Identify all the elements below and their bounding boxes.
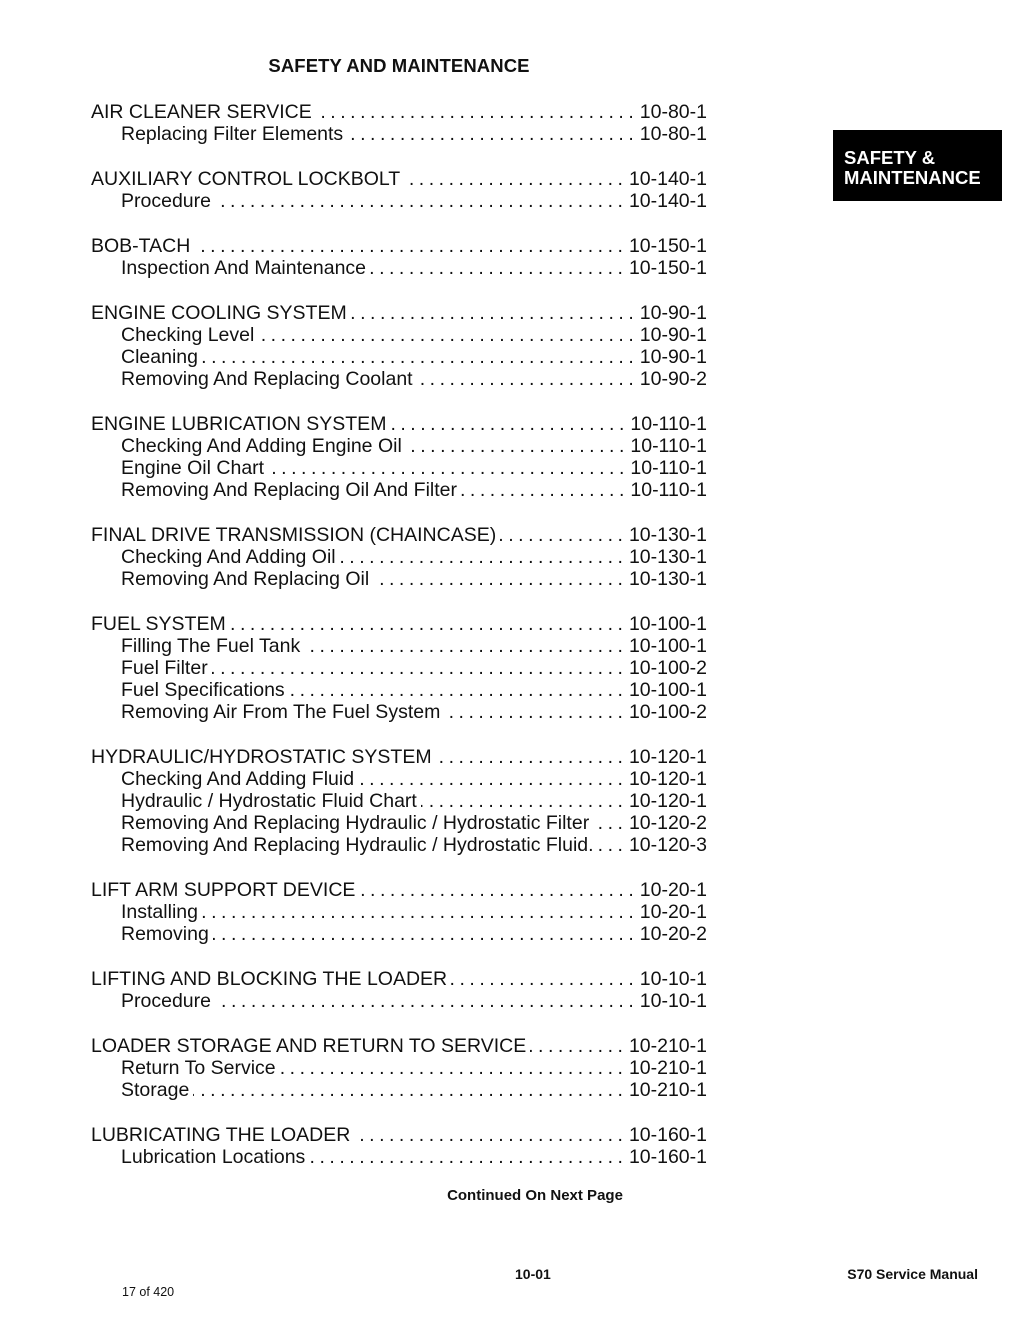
toc-page-number: 10-100-1 bbox=[623, 635, 707, 657]
toc-entry-title: Removing And Replacing Hydraulic / Hydrostatic Fluid. bbox=[121, 834, 598, 856]
toc-subentry[interactable] bbox=[91, 546, 707, 568]
toc-page-number: 10-160-1 bbox=[623, 1124, 707, 1146]
page-title: SAFETY AND MAINTENANCE bbox=[268, 55, 530, 76]
toc-page-number: 10-140-1 bbox=[623, 168, 707, 190]
toc-group bbox=[91, 168, 707, 212]
toc-page-number: 10-20-1 bbox=[634, 879, 707, 901]
toc-group bbox=[91, 524, 707, 590]
toc-entry-title: Checking Level bbox=[121, 324, 258, 346]
toc-group bbox=[91, 746, 707, 856]
dot-leader bbox=[215, 990, 634, 1012]
toc-subentry[interactable] bbox=[91, 901, 707, 923]
toc-entry[interactable] bbox=[91, 746, 707, 768]
toc-subentry[interactable] bbox=[91, 257, 707, 279]
toc-entry[interactable] bbox=[91, 413, 707, 435]
toc-subentry[interactable] bbox=[91, 368, 707, 390]
toc-subentry[interactable] bbox=[91, 1146, 707, 1168]
toc-entry-title: Filling The Fuel Tank bbox=[121, 635, 304, 657]
toc-entry-title: Storage bbox=[121, 1079, 193, 1101]
toc-page-number: 10-210-1 bbox=[623, 1057, 707, 1079]
toc-entry-title: Removing Air From The Fuel System bbox=[121, 701, 444, 723]
toc-subentry[interactable] bbox=[91, 768, 707, 790]
toc-page-number: 10-150-1 bbox=[623, 257, 707, 279]
toc-entry[interactable] bbox=[91, 235, 707, 257]
toc-page-number: 10-120-1 bbox=[623, 746, 707, 768]
toc-page-number: 10-20-2 bbox=[634, 923, 707, 945]
toc-page-number: 10-210-1 bbox=[623, 1079, 707, 1101]
dot-leader bbox=[258, 324, 633, 346]
toc-group bbox=[91, 302, 707, 390]
toc-entry-title: LIFT ARM SUPPORT DEVICE bbox=[91, 879, 359, 901]
toc-page-number: 10-110-1 bbox=[624, 435, 707, 457]
toc-entry-title: Return To Service bbox=[121, 1057, 280, 1079]
toc-page-number: 10-100-2 bbox=[623, 701, 707, 723]
toc-page-number: 10-100-1 bbox=[623, 679, 707, 701]
dot-leader bbox=[593, 812, 623, 834]
toc-page-number: 10-130-1 bbox=[623, 524, 707, 546]
dot-leader bbox=[500, 524, 623, 546]
toc-group bbox=[91, 235, 707, 279]
dot-leader bbox=[280, 1057, 623, 1079]
toc-entry-title: Cleaning bbox=[121, 346, 202, 368]
toc-subentry[interactable] bbox=[91, 190, 707, 212]
toc-group bbox=[91, 613, 707, 723]
toc-group bbox=[91, 413, 707, 501]
dot-leader bbox=[390, 413, 624, 435]
dot-leader bbox=[268, 457, 624, 479]
toc-page-number: 10-90-1 bbox=[634, 346, 707, 368]
dot-leader bbox=[373, 568, 623, 590]
dot-leader bbox=[451, 968, 634, 990]
toc-page-number: 10-120-1 bbox=[623, 790, 707, 812]
toc-entry-title: FUEL SYSTEM bbox=[91, 613, 230, 635]
toc-group bbox=[91, 1035, 707, 1101]
footer-manual-title: S70 Service Manual bbox=[847, 1266, 978, 1282]
dot-leader bbox=[404, 168, 623, 190]
toc-page-number: 10-90-2 bbox=[634, 368, 707, 390]
footer-section-number: 10-01 bbox=[515, 1266, 551, 1282]
dot-leader bbox=[304, 635, 623, 657]
footer-page-counter: 17 of 420 bbox=[122, 1285, 175, 1299]
dot-leader bbox=[309, 1146, 623, 1168]
toc-entry[interactable] bbox=[91, 302, 707, 324]
toc-entry-title: AUXILIARY CONTROL LOCKBOLT bbox=[91, 168, 404, 190]
toc-entry[interactable] bbox=[91, 168, 707, 190]
toc-page-number: 10-80-1 bbox=[634, 101, 707, 123]
toc-entry-title: LIFTING AND BLOCKING THE LOADER bbox=[91, 968, 451, 990]
toc-subentry[interactable] bbox=[91, 123, 707, 145]
toc-page-number: 10-150-1 bbox=[623, 235, 707, 257]
dot-leader bbox=[194, 235, 623, 257]
toc-entry-title: Checking And Adding Engine Oil bbox=[121, 435, 406, 457]
toc-page-number: 10-110-1 bbox=[624, 479, 707, 501]
toc-page-number: 10-100-1 bbox=[623, 613, 707, 635]
toc-entry-title: LOADER STORAGE AND RETURN TO SERVICE bbox=[91, 1035, 530, 1057]
toc-entry-title: LUBRICATING THE LOADER bbox=[91, 1124, 354, 1146]
dot-leader bbox=[406, 435, 625, 457]
toc-page-number: 10-10-1 bbox=[634, 990, 707, 1012]
dot-leader bbox=[347, 123, 634, 145]
toc-page-number: 10-130-1 bbox=[623, 568, 707, 590]
toc-subentry[interactable] bbox=[91, 657, 707, 679]
section-tab-line2: MAINTENANCE bbox=[844, 167, 981, 188]
toc-subentry[interactable] bbox=[91, 701, 707, 723]
dot-leader bbox=[358, 768, 623, 790]
toc-entry-title: FINAL DRIVE TRANSMISSION (CHAINCASE) bbox=[91, 524, 500, 546]
toc-entry-title: Hydraulic / Hydrostatic Fluid Chart bbox=[121, 790, 421, 812]
toc-entry[interactable] bbox=[91, 613, 707, 635]
toc-page-number: 10-100-2 bbox=[623, 657, 707, 679]
toc-entry-title: Procedure bbox=[121, 190, 215, 212]
toc-page-number: 10-140-1 bbox=[623, 190, 707, 212]
dot-leader bbox=[351, 302, 634, 324]
dot-leader bbox=[202, 901, 634, 923]
toc-entry-title: Lubrication Locations bbox=[121, 1146, 309, 1168]
toc-group bbox=[91, 1124, 707, 1168]
toc-entry[interactable] bbox=[91, 968, 707, 990]
section-tab bbox=[833, 130, 1002, 201]
toc-entry-title: Replacing Filter Elements bbox=[121, 123, 347, 145]
toc-subentry[interactable] bbox=[91, 679, 707, 701]
toc-entry[interactable] bbox=[91, 101, 707, 123]
toc-entry-title: Engine Oil Chart bbox=[121, 457, 268, 479]
toc-entry-title: Removing And Replacing Oil bbox=[121, 568, 373, 590]
toc-entry-title: Removing bbox=[121, 923, 213, 945]
dot-leader bbox=[370, 257, 623, 279]
toc-entry-title: BOB-TACH bbox=[91, 235, 194, 257]
toc-entry-title: Fuel Specifications bbox=[121, 679, 289, 701]
toc-entry-title: Checking And Adding Oil bbox=[121, 546, 340, 568]
toc-entry[interactable] bbox=[91, 524, 707, 546]
dot-leader bbox=[340, 546, 623, 568]
toc-page-number: 10-120-2 bbox=[623, 812, 707, 834]
toc-entry-title: Inspection And Maintenance bbox=[121, 257, 370, 279]
toc-entry-title: ENGINE LUBRICATION SYSTEM bbox=[91, 413, 390, 435]
dot-leader bbox=[417, 368, 634, 390]
toc-page-number: 10-130-1 bbox=[623, 546, 707, 568]
toc-page-number: 10-160-1 bbox=[623, 1146, 707, 1168]
toc-entry-title: Checking And Adding Fluid bbox=[121, 768, 358, 790]
dot-leader bbox=[436, 746, 623, 768]
toc-page-number: 10-80-1 bbox=[634, 123, 707, 145]
toc-subentry[interactable] bbox=[91, 324, 707, 346]
toc-page-number: 10-210-1 bbox=[623, 1035, 707, 1057]
toc-page-number: 10-10-1 bbox=[634, 968, 707, 990]
continued-note: Continued On Next Page bbox=[447, 1187, 623, 1204]
toc-page-number: 10-20-1 bbox=[634, 901, 707, 923]
toc-entry-title: ENGINE COOLING SYSTEM bbox=[91, 302, 351, 324]
dot-leader bbox=[530, 1035, 623, 1057]
toc-entry-title: Installing bbox=[121, 901, 202, 923]
toc-entry-title: Removing And Replacing Coolant bbox=[121, 368, 417, 390]
toc-page-number: 10-120-1 bbox=[623, 768, 707, 790]
toc-page-number: 10-110-1 bbox=[624, 457, 707, 479]
toc-subentry[interactable] bbox=[91, 1079, 707, 1101]
dot-leader bbox=[289, 679, 623, 701]
toc-subentry[interactable] bbox=[91, 435, 707, 457]
dot-leader bbox=[359, 879, 633, 901]
toc-entry[interactable] bbox=[91, 1124, 707, 1146]
toc-subentry[interactable] bbox=[91, 790, 707, 812]
toc-entry-title: Fuel Filter bbox=[121, 657, 212, 679]
toc-subentry[interactable] bbox=[91, 834, 707, 856]
toc-entry[interactable] bbox=[91, 1035, 707, 1057]
section-tab-line1: SAFETY & bbox=[844, 147, 936, 168]
toc-page-number: 10-120-3 bbox=[623, 834, 707, 856]
dot-leader bbox=[193, 1079, 623, 1101]
toc-entry[interactable] bbox=[91, 879, 707, 901]
dot-leader bbox=[212, 657, 623, 679]
toc-entry-title: Procedure bbox=[121, 990, 215, 1012]
toc-subentry[interactable] bbox=[91, 923, 707, 945]
toc-subentry[interactable] bbox=[91, 479, 707, 501]
toc-subentry[interactable] bbox=[91, 990, 707, 1012]
toc-group bbox=[91, 101, 707, 145]
toc-subentry[interactable] bbox=[91, 346, 707, 368]
dot-leader bbox=[230, 613, 623, 635]
toc-entry-title: HYDRAULIC/HYDROSTATIC SYSTEM bbox=[91, 746, 436, 768]
dot-leader bbox=[316, 101, 634, 123]
table-of-contents bbox=[91, 101, 707, 1191]
dot-leader bbox=[354, 1124, 623, 1146]
toc-entry-title: AIR CLEANER SERVICE bbox=[91, 101, 316, 123]
toc-subentry[interactable] bbox=[91, 812, 707, 834]
dot-leader bbox=[444, 701, 623, 723]
dot-leader bbox=[461, 479, 624, 501]
toc-entry-title: Removing And Replacing Oil And Filter bbox=[121, 479, 461, 501]
toc-subentry[interactable] bbox=[91, 1057, 707, 1079]
toc-group bbox=[91, 968, 707, 1012]
dot-leader bbox=[598, 834, 623, 856]
dot-leader bbox=[213, 923, 634, 945]
toc-subentry[interactable] bbox=[91, 568, 707, 590]
toc-entry-title: Removing And Replacing Hydraulic / Hydrostatic Filter bbox=[121, 812, 593, 834]
toc-group bbox=[91, 879, 707, 945]
dot-leader bbox=[215, 190, 623, 212]
dot-leader bbox=[202, 346, 634, 368]
toc-subentry[interactable] bbox=[91, 457, 707, 479]
dot-leader bbox=[421, 790, 623, 812]
toc-page-number: 10-110-1 bbox=[624, 413, 707, 435]
toc-page-number: 10-90-1 bbox=[634, 302, 707, 324]
toc-page-number: 10-90-1 bbox=[634, 324, 707, 346]
toc-subentry[interactable] bbox=[91, 635, 707, 657]
